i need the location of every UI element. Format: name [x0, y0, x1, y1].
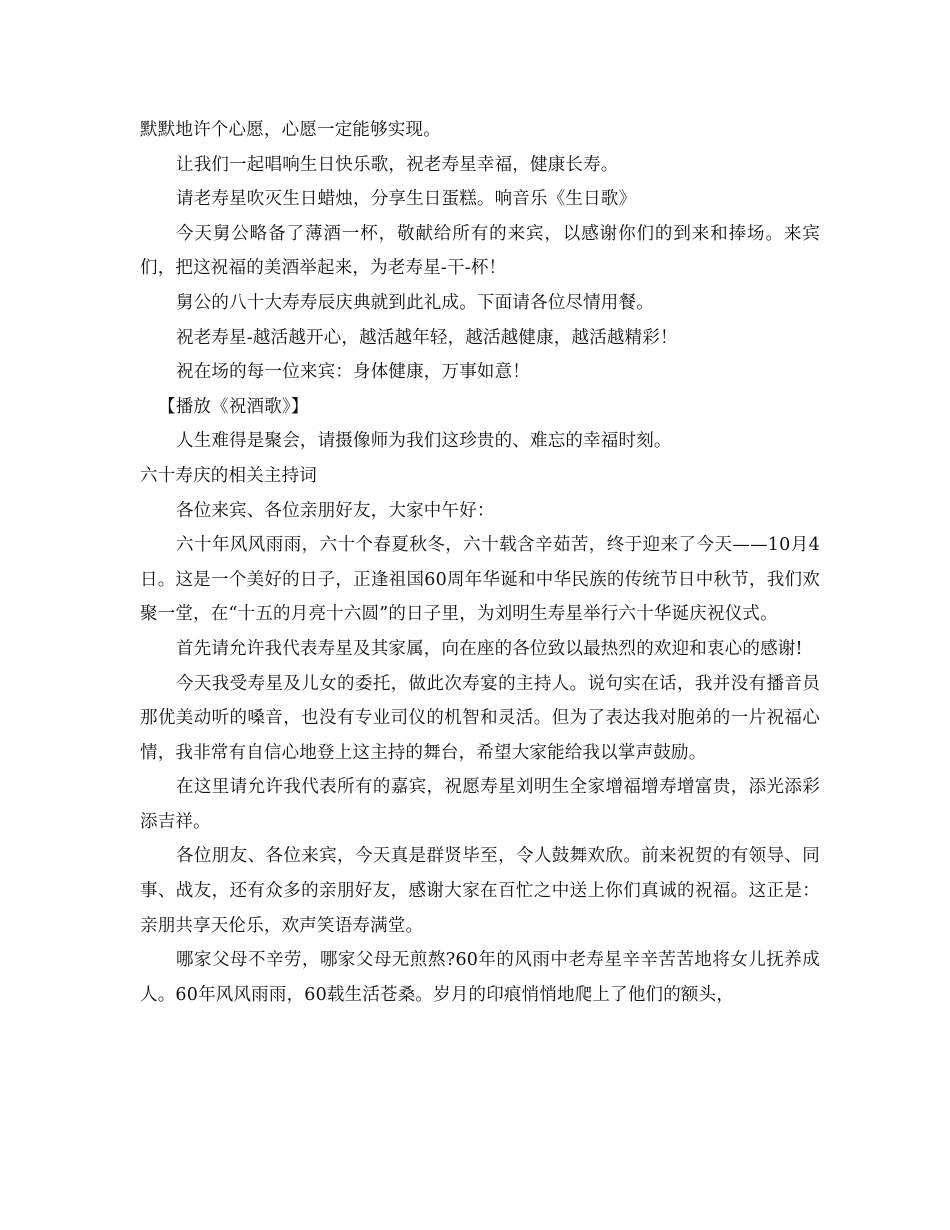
paragraph-9: 人生难得是聚会，请摄像师为我们这珍贵的、难忘的幸福时刻。	[176, 431, 672, 452]
paragraph-15: 在这里请允许我代表所有的嘉宾，祝愿寿星刘明生全家增福增寿增富贵，添光添彩添吉祥。	[140, 777, 820, 832]
paragraph-5: 舅公的八十大寿寿辰庆典就到此礼成。下面请各位尽情用餐。	[176, 292, 654, 313]
paragraph-2: 让我们一起唱响生日快乐歌，祝老寿星幸福，健康长寿。	[176, 154, 619, 175]
paragraph-8: 【播放《祝酒歌》】	[158, 396, 309, 417]
paragraph-11: 各位来宾、各位亲朋好友，大家中午好：	[176, 500, 495, 521]
paragraph-6: 祝老寿星-越活越开心，越活越年轻，越活越健康，越活越精彩！	[176, 327, 678, 348]
paragraph-14: 今天我受寿星及儿女的委托，做此次寿宴的主持人。说句实在话，我并没有播音员那优美动听的嗓音，也没有专业司仪的机智和灵活。但为了表达我对胞弟的一片祝福心情，我非常有自信心地登上这主持的舞台，希望大家能给我以掌声鼓励。	[140, 673, 820, 763]
paragraph-13: 首先请允许我代表寿星及其家属，向在座的各位致以最热烈的欢迎和衷心的感谢!	[176, 638, 803, 659]
paragraph-3: 请老寿星吹灭生日蜡烛，分享生日蛋糕。响音乐《生日歌》	[176, 189, 637, 210]
paragraph-1: 默默地许个心愿，心愿一定能够实现。	[140, 120, 441, 140]
paragraph-7: 祝在场的每一位来宾：身体健康，万事如意！	[176, 362, 530, 383]
paragraph-17: 哪家父母不辛劳，哪家父母无煎熬?60年的风雨中老寿星辛辛苦苦地将女儿抚养成人。60年风风雨雨，60载生活苍桑。岁月的印痕悄悄地爬上了他们的额头，	[140, 950, 820, 1005]
section-heading: 六十寿庆的相关主持词	[140, 465, 317, 486]
paragraph-16: 各位朋友、各位来宾，今天真是群贤毕至，令人鼓舞欢欣。前来祝贺的有领导、同事、战友，还有众多的亲朋好友，感谢大家在百忙之中送上你们真诚的祝福。这正是：亲朋共享天伦乐，欢声笑语寿满堂。	[140, 846, 820, 936]
paragraph-4: 今天舅公略备了薄酒一杯，敬献给所有的来宾，以感谢你们的到来和捧场。来宾们，把这祝福的美酒举起来，为老寿星-干-杯！	[140, 223, 820, 279]
paragraph-12: 六十年风风雨雨，六十个春夏秋冬，六十载含辛茹苦，终于迎来了今天——10月4日。这是一个美好的日子，正逢祖国60周年华诞和中华民族的传统节日中秋节，我们欢聚一堂，在“十五的月亮十六圆”的日子里，为刘明生寿星举行六十华诞庆祝仪式。	[140, 535, 820, 625]
document-body	[140, 113, 820, 1012]
